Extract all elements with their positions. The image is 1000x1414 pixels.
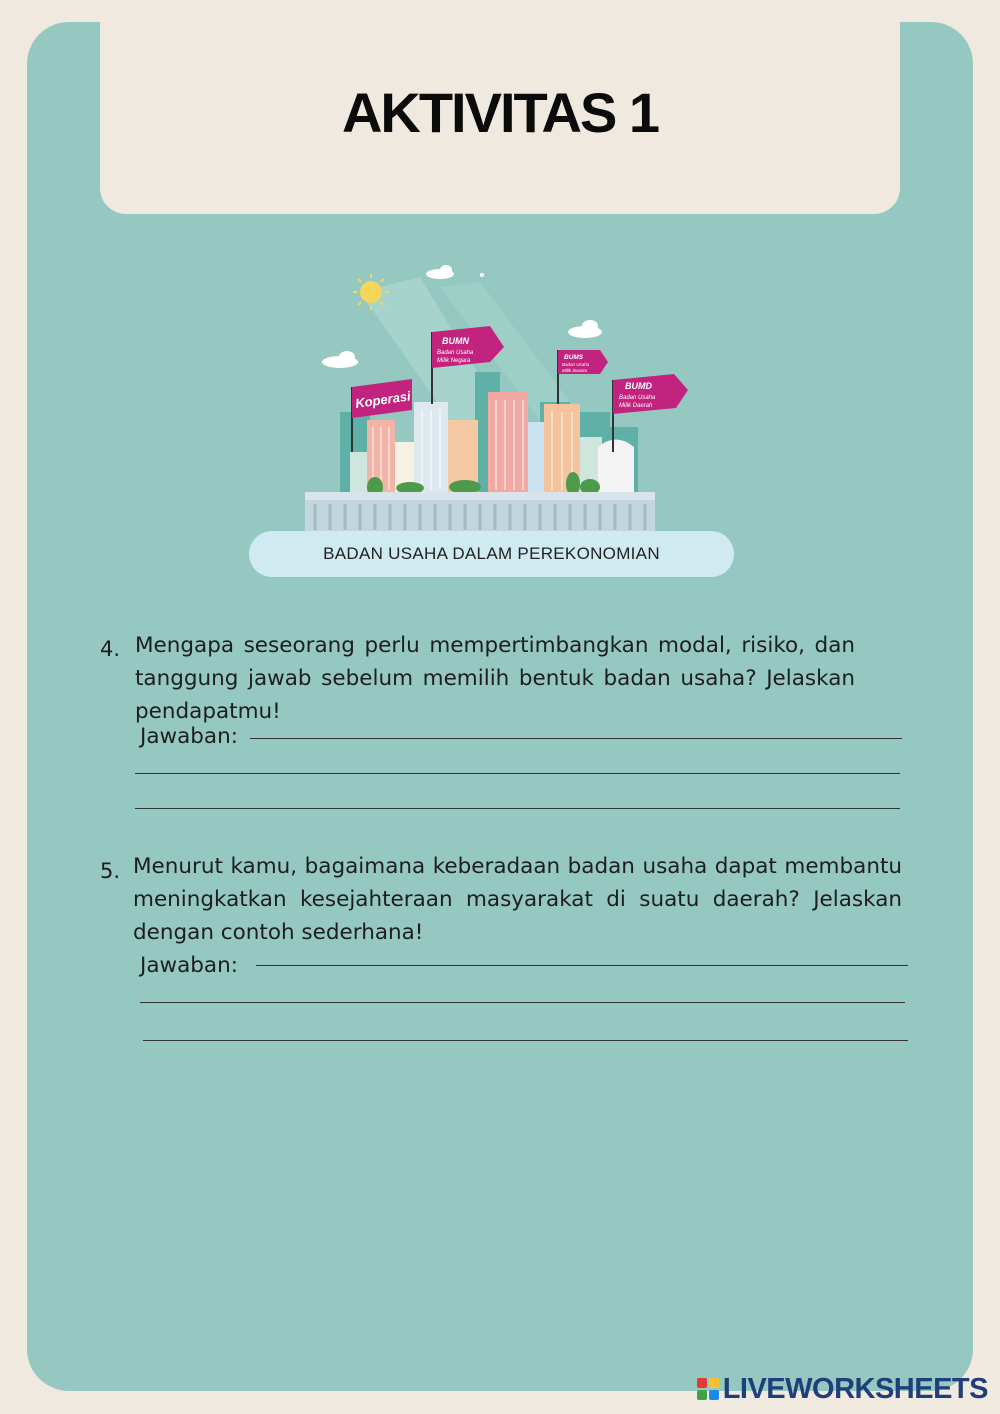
flag-bumd-line1: Badan Usaha (619, 395, 656, 401)
question-text: Mengapa seseorang perlu mempertimbangkan modal, risiko, dan tanggung jawab sebelum memilih bentuk badan usaha? Jelaskan pendapatmu! (135, 633, 855, 724)
city-business-illustration (300, 262, 700, 537)
logo-grid-icon (697, 1378, 719, 1400)
answer-line[interactable] (135, 808, 900, 809)
title-banner (100, 22, 900, 214)
question-number: 4. (100, 637, 121, 661)
page-title: AKTIVITAS 1 (341, 81, 659, 144)
answer-line[interactable] (143, 1040, 908, 1041)
answer-line[interactable] (140, 1002, 905, 1003)
brand-name: LIVEWORKSHEETS (722, 1372, 988, 1405)
answer-line[interactable] (250, 738, 902, 739)
illustration-caption: BADAN USAHA DALAM PEREKONOMIAN (249, 531, 734, 577)
flag-bumn-title: BUMN (442, 336, 469, 346)
answer-line[interactable] (256, 965, 908, 966)
flag-bumn-line1: Badan Usaha (437, 350, 474, 356)
answer-label: Jawaban: (140, 953, 238, 978)
question-number: 5. (100, 859, 121, 883)
answer-label: Jawaban: (140, 724, 238, 749)
flag-bumd-line2: Milik Daerah (619, 403, 653, 409)
flag-bums-line2: Milik Swasta (562, 368, 588, 373)
flag-bums (558, 350, 608, 404)
flag-bumd-title: BUMD (625, 381, 652, 391)
flag-bums-line1: Badan Usaha (562, 362, 590, 367)
question-text: Menurut kamu, bagaimana keberadaan badan usaha dapat membantu meningkatkan kesejahteraan masyarakat di suatu daerah? Jelaskan dengan contoh sederhana! (133, 854, 902, 945)
flag-bumn-line2: Milik Negara (437, 358, 471, 364)
answer-line[interactable] (135, 773, 900, 774)
flag-koperasi-label: Koperasi (354, 388, 412, 411)
liveworksheets-logo[interactable] (697, 1372, 988, 1406)
flag-bums-title: BUMS (564, 354, 584, 361)
